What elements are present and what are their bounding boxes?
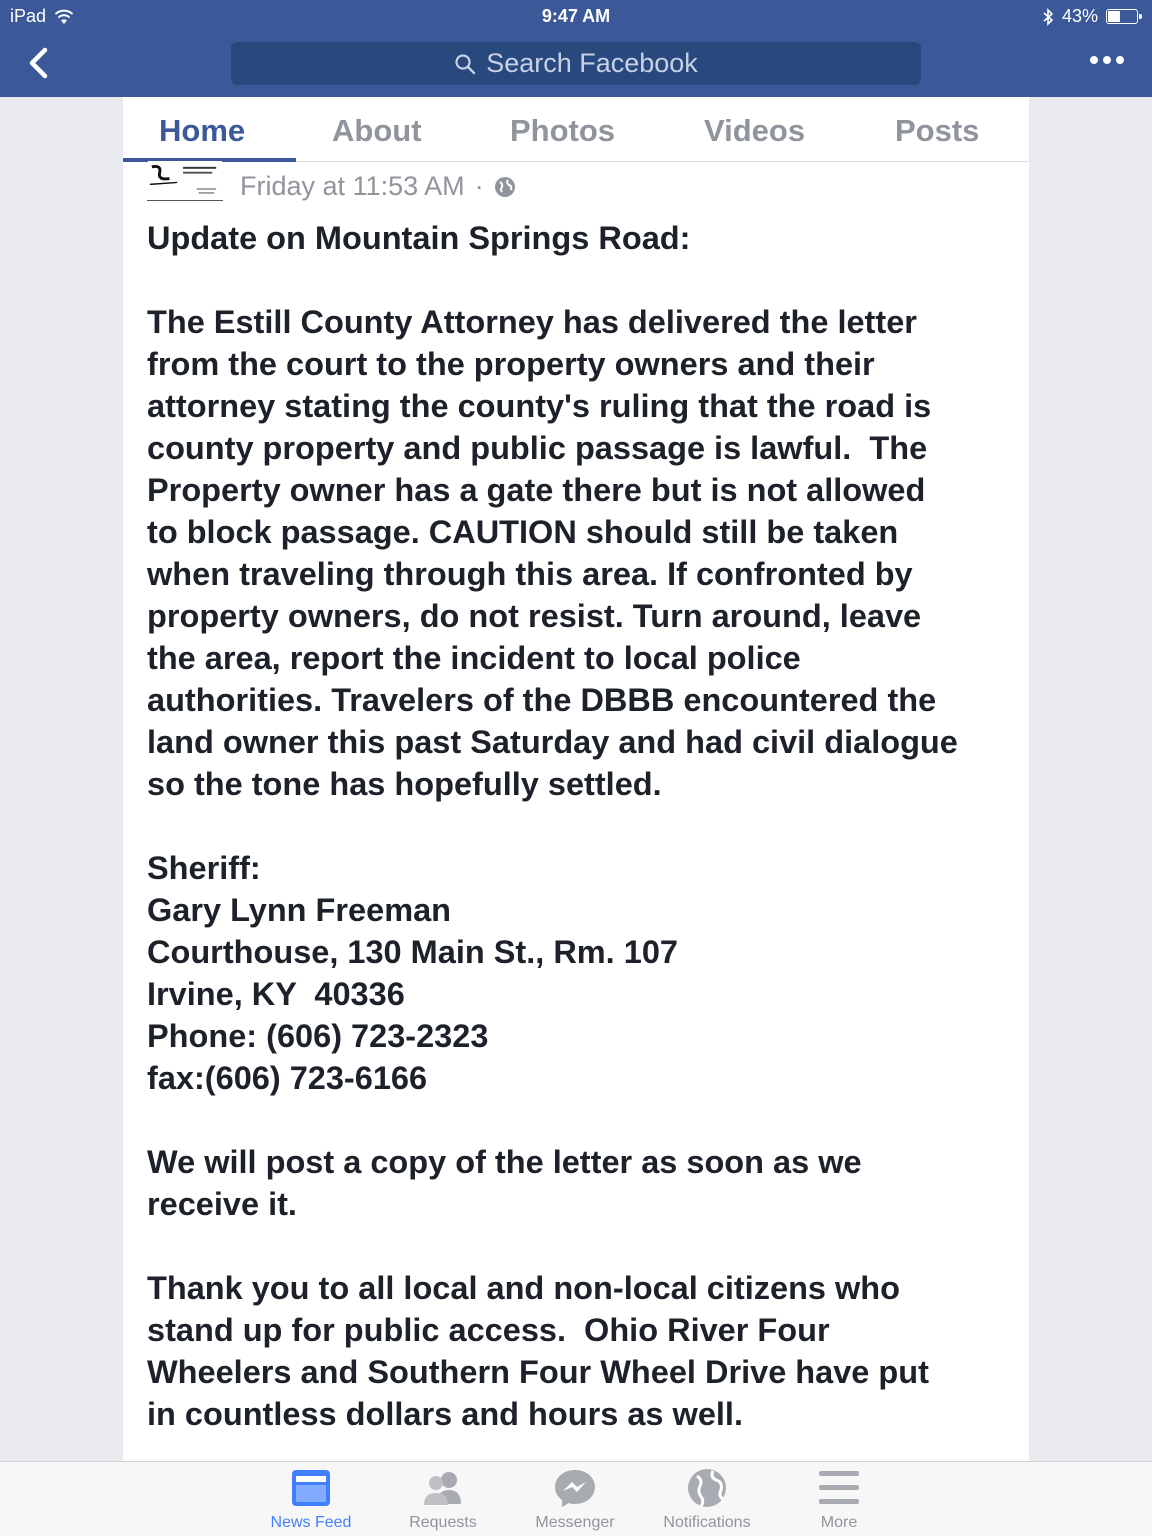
- back-button[interactable]: [20, 44, 58, 82]
- search-placeholder: Search Facebook: [486, 48, 698, 78]
- battery-icon: [1106, 9, 1138, 24]
- post-paragraph-thanks: Thank you to all local and non-local citizens who stand up for public access. Ohio River Four Wheelers and Southern Four Wheel Drive have put in countless dollars and hours as well.: [147, 1270, 929, 1432]
- post-paragraph-letter: We will post a copy of the letter as soon as we receive it.: [147, 1144, 862, 1222]
- post-meta: [240, 171, 516, 202]
- tab-more[interactable]: [773, 1468, 905, 1532]
- search-bar[interactable]: [231, 42, 921, 85]
- battery-fill: [1108, 11, 1120, 22]
- tab-label: Messenger: [535, 1514, 615, 1531]
- bottom-tab-bar: [0, 1461, 1152, 1536]
- requests-icon: [421, 1468, 465, 1508]
- status-time: 9:47 AM: [541, 6, 611, 26]
- post-timestamp[interactable]: Friday at 11:53 AM: [240, 171, 465, 201]
- post-paragraph-sheriff: Sheriff: Gary Lynn Freeman Courthouse, 130 Main St., Rm. 107 Irvine, KY 40336 Phone: (606) 723-2323 fax:(606) 723-6166: [147, 850, 678, 1096]
- tab-about[interactable]: About: [332, 113, 422, 148]
- status-right: [1042, 6, 1138, 27]
- tab-news-feed[interactable]: [245, 1468, 377, 1532]
- meta-separator: ·: [474, 171, 484, 201]
- tab-label: News Feed: [270, 1514, 352, 1531]
- tab-posts[interactable]: Posts: [895, 113, 980, 148]
- post-header: [147, 161, 1007, 203]
- device-name: iPad: [10, 6, 47, 26]
- status-bar: [0, 0, 1152, 32]
- more-options-icon[interactable]: [1090, 56, 1124, 64]
- post-body: [147, 217, 1017, 1435]
- globe-icon: [685, 1468, 729, 1508]
- tab-photos[interactable]: Photos: [510, 113, 616, 148]
- page-avatar[interactable]: [147, 161, 223, 201]
- news-feed-icon: [289, 1468, 333, 1508]
- menu-icon: [817, 1468, 861, 1508]
- bluetooth-icon: [1042, 8, 1054, 26]
- messenger-icon: [553, 1468, 597, 1508]
- post-paragraph-heading: Update on Mountain Springs Road:: [147, 220, 691, 256]
- page-card: [123, 97, 1029, 1461]
- search-icon: [454, 53, 476, 75]
- tab-home[interactable]: Home: [159, 113, 246, 148]
- tab-videos[interactable]: Videos: [704, 113, 806, 148]
- tab-notifications[interactable]: [641, 1468, 773, 1532]
- globe-privacy-icon: [494, 176, 516, 198]
- battery-percent: 43%: [1061, 6, 1098, 26]
- page-tabs: [123, 97, 1029, 162]
- tab-label: More: [820, 1514, 858, 1531]
- post-paragraph-update: The Estill County Attorney has delivered the letter from the court to the property owners and their attorney stating the county's ruling that the road is county property and public passage is lawful. The Property owner has a gate there but is not allowed to block passage. CAUTION should still be taken when traveling through this area. If confronted by property owners, do not resist. Turn around, leave the area, report the incident to local police authorities. Travelers of the DBBB encountered the land owner this past Saturday and had civil dialogue so the tone has hopefully settled.: [147, 304, 958, 802]
- tab-label: Requests: [409, 1514, 477, 1531]
- tab-requests[interactable]: [377, 1468, 509, 1532]
- top-bar: [0, 0, 1152, 97]
- tab-label: Notifications: [663, 1514, 751, 1531]
- tab-messenger[interactable]: [509, 1468, 641, 1532]
